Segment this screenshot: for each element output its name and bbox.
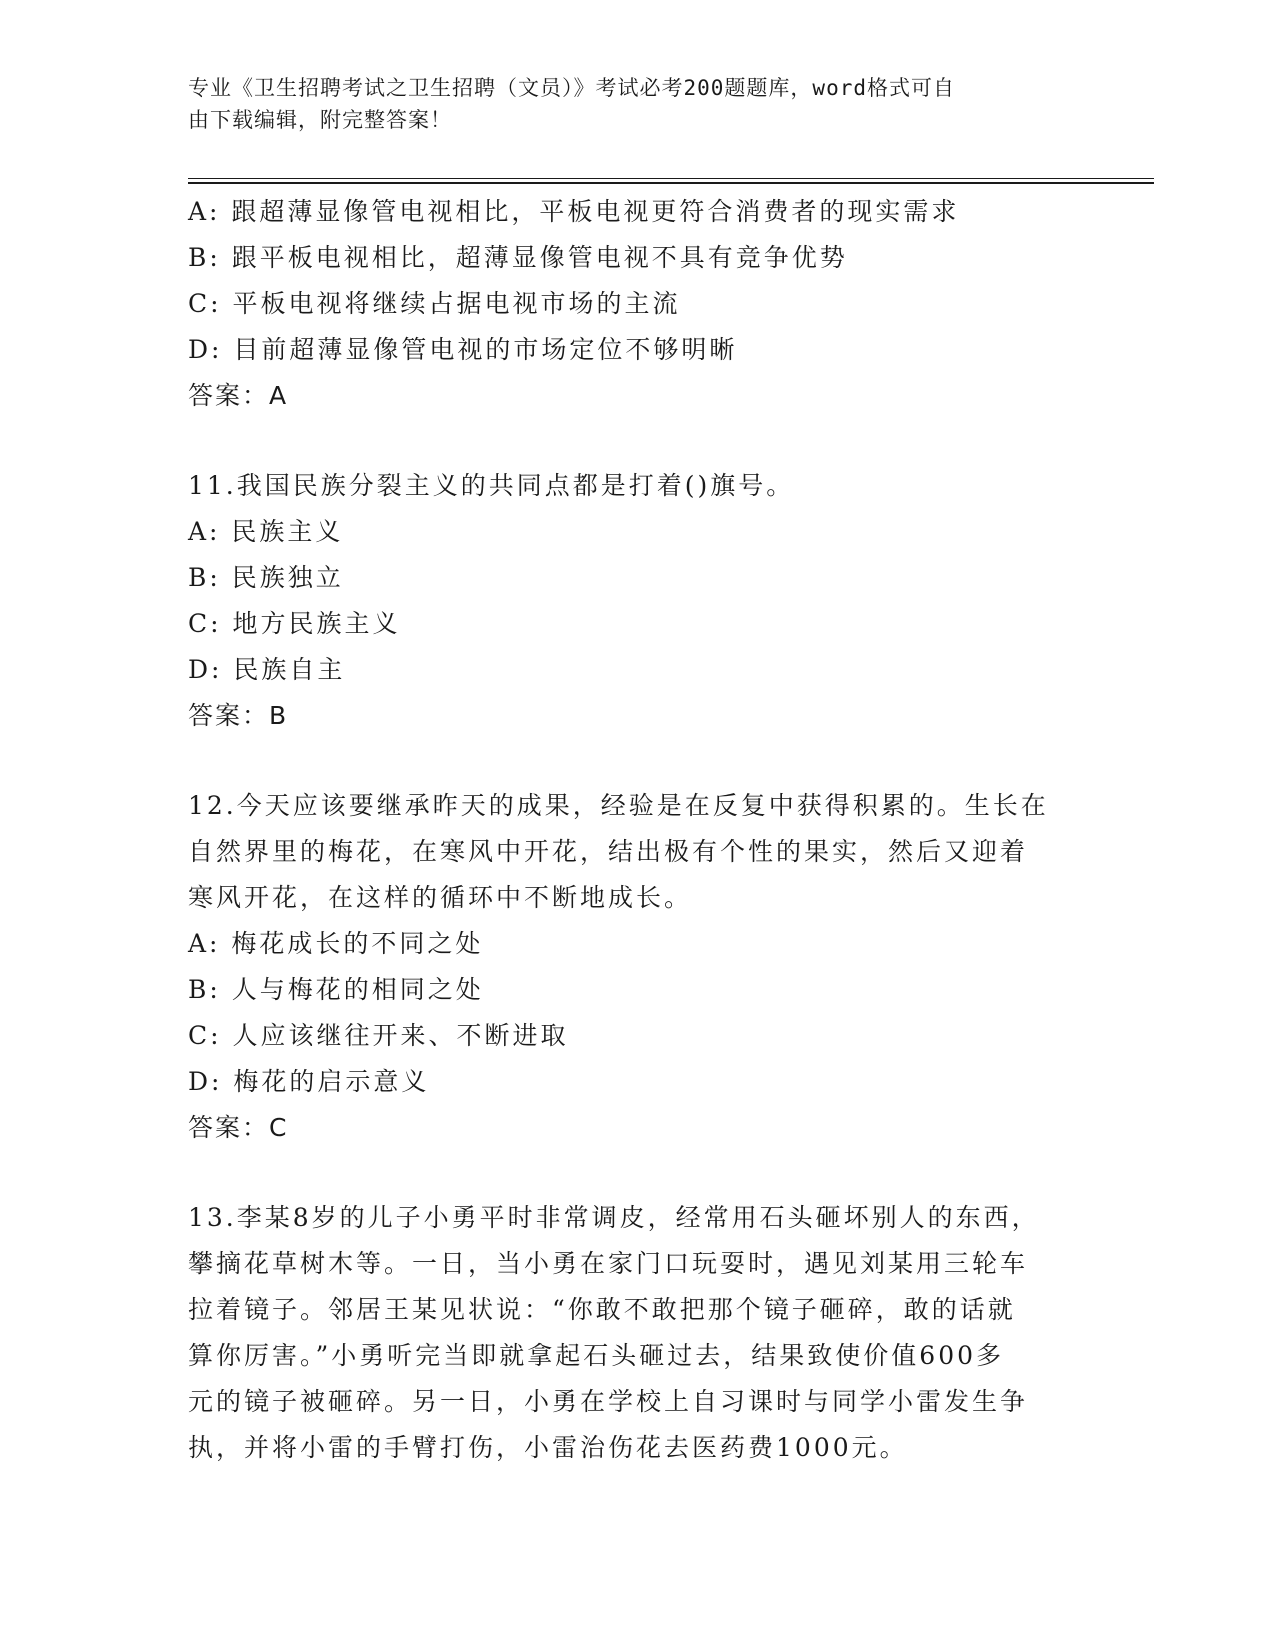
option-d: D: 民族自主 [188, 655, 346, 684]
question-spacer [188, 1151, 1088, 1195]
question-10-block [188, 189, 1088, 419]
option-b: B: 民族独立 [188, 563, 344, 592]
question-12-block [188, 783, 1088, 1151]
question-spacer [188, 739, 1088, 783]
document-header [188, 72, 1068, 136]
answer-line: 答案：B [188, 701, 289, 730]
header-rule-thin [188, 178, 1154, 179]
option-d: D: 目前超薄显像管电视的市场定位不够明晰 [188, 335, 738, 364]
question-stem-line: 攀摘花草树木等。一日，当小勇在家门口玩耍时，遇见刘某用三轮车 [188, 1249, 1029, 1278]
option-d: D: 梅花的启示意义 [188, 1067, 430, 1096]
header-line-2: 由下载编辑，附完整答案！ [188, 108, 452, 132]
option-b: B: 人与梅花的相同之处 [188, 975, 484, 1004]
answer-line: 答案：A [188, 381, 289, 410]
option-a: A: 梅花成长的不同之处 [188, 929, 484, 958]
question-stem-line: 11.我国民族分裂主义的共同点都是打着()旗号。 [188, 471, 795, 500]
question-stem-line: 拉着镜子。邻居王某见状说：“你敢不敢把那个镜子砸碎，敢的话就 [188, 1295, 1016, 1324]
header-rule-thick [188, 182, 1154, 184]
header-line-1: 专业《卫生招聘考试之卫生招聘（文员）》考试必考200题题库，word格式可自 [188, 76, 955, 100]
question-stem-line: 12.今天应该要继承昨天的成果，经验是在反复中获得积累的。生长在 [188, 791, 1049, 820]
option-c: C: 地方民族主义 [188, 609, 401, 638]
option-a: A: 跟超薄显像管电视相比，平板电视更符合消费者的现实需求 [188, 197, 960, 226]
question-stem-line: 执，并将小雷的手臂打伤，小雷治伤花去医药费1000元。 [188, 1433, 908, 1462]
answer-line: 答案：C [188, 1113, 289, 1142]
question-13-block [188, 1195, 1088, 1471]
question-stem-line: 寒风开花，在这样的循环中不断地成长。 [188, 883, 693, 912]
question-list [188, 189, 1088, 1471]
question-stem-line: 算你厉害。”小勇听完当即就拿起石头砸过去，结果致使价值600多 [188, 1341, 1005, 1370]
question-spacer [188, 419, 1088, 463]
question-stem-line: 自然界里的梅花，在寒风中开花，结出极有个性的果实，然后又迎着 [188, 837, 1029, 866]
option-c: C: 平板电视将继续占据电视市场的主流 [188, 289, 681, 318]
question-11-block [188, 463, 1088, 739]
option-a: A: 民族主义 [188, 517, 344, 546]
option-b: B: 跟平板电视相比，超薄显像管电视不具有竞争优势 [188, 243, 848, 272]
option-c: C: 人应该继往开来、不断进取 [188, 1021, 569, 1050]
question-stem-line: 元的镜子被砸碎。另一日，小勇在学校上自习课时与同学小雷发生争 [188, 1387, 1029, 1416]
question-stem-line: 13.李某8岁的儿子小勇平时非常调皮，经常用石头砸坏别人的东西， [188, 1203, 1040, 1232]
